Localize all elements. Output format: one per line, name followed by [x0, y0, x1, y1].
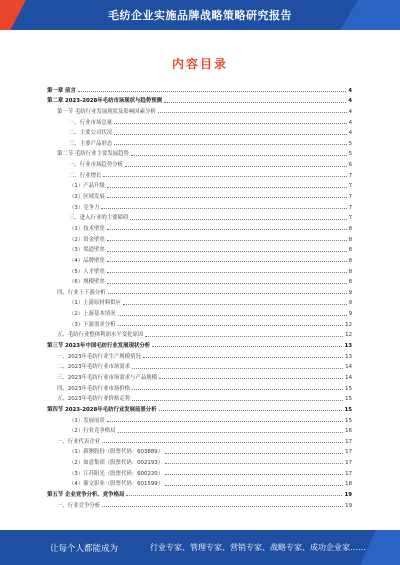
toc-dot-leader: [159, 378, 343, 379]
toc-entry-page: 8: [348, 236, 352, 243]
toc-dot-leader: [114, 134, 346, 135]
toc-entry-page: 7: [348, 204, 352, 211]
toc-dot-leader: [132, 368, 343, 369]
toc-entry[interactable]: [47, 104, 352, 115]
toc-dot-leader: [107, 421, 343, 422]
toc-entry[interactable]: [47, 285, 352, 296]
toc-entry-label: （6）规模壁垒: [69, 279, 105, 286]
toc-dot-leader: [125, 166, 347, 167]
toc-entry[interactable]: [47, 381, 352, 392]
toc-entry-label: （4）浙文影业（股票代码：601599）: [69, 481, 164, 488]
toc-entry-page: 6: [348, 162, 352, 169]
toc-entry[interactable]: [47, 455, 352, 466]
toc-entry[interactable]: [47, 487, 352, 498]
toc-entry[interactable]: [47, 306, 352, 317]
toc-dot-leader: [118, 315, 347, 316]
toc-entry[interactable]: [47, 189, 352, 200]
toc-entry-label: 第二节 毛纺行业主要发展趋势: [57, 151, 129, 158]
toc-entry[interactable]: [47, 232, 352, 243]
toc-dot-leader: [145, 336, 343, 337]
toc-dot-leader: [107, 261, 347, 262]
page-footer: [0, 530, 400, 565]
toc-entry-page: 5: [348, 151, 352, 158]
toc-entry-page: 13: [345, 353, 352, 360]
toc-entry-label: （5）人才壁垒: [69, 268, 105, 275]
toc-entry-label: 一、2023年毛纺行业生产规模情况: [57, 353, 141, 360]
toc-entry-label: （1）发展前景: [69, 417, 105, 424]
toc-entry[interactable]: [47, 147, 352, 158]
toc-entry-page: 9: [348, 300, 352, 307]
toc-entry[interactable]: [47, 328, 352, 339]
toc-entry-page: 5: [348, 140, 352, 147]
toc-entry-label: 四、行业上下游分析: [57, 289, 106, 296]
toc-entry-page: 7: [348, 194, 352, 201]
toc-entry[interactable]: [47, 179, 352, 190]
toc-entry-label: 一、行业市场总量: [69, 119, 113, 126]
toc-entry-page: 13: [344, 343, 352, 350]
toc-entry-label: （1）上游原材料供应: [69, 300, 121, 307]
toc-dot-leader: [107, 229, 347, 230]
toc-entry-page: 15: [345, 385, 352, 392]
toc-dot-leader: [165, 485, 343, 486]
toc-entry[interactable]: [47, 211, 352, 222]
toc-entry-label: （1）产品升级: [69, 183, 105, 190]
toc-entry-label: （2）资金壁垒: [69, 236, 105, 243]
toc-entry-page: 8: [348, 279, 352, 286]
toc-entry[interactable]: [47, 445, 352, 456]
toc-dot-leader: [158, 112, 347, 113]
toc-entry[interactable]: [47, 200, 352, 211]
footer-slogan-lead: 让每个人都能成为: [50, 544, 119, 554]
toc-entry-page: 7: [348, 172, 352, 179]
toc-entry[interactable]: [47, 221, 352, 232]
toc-entry-label: 五、2023年毛纺行业价格走势: [57, 396, 131, 403]
toc-entry-label: （2）行业竞争格局: [69, 428, 116, 435]
toc-dot-leader: [114, 123, 346, 124]
toc-entry[interactable]: [47, 157, 352, 168]
toc-entry[interactable]: [47, 136, 352, 147]
toc-dot-leader: [132, 389, 343, 390]
toc-entry-page: 4: [348, 87, 352, 94]
toc-entry-label: （4）品牌壁垒: [69, 257, 105, 264]
toc-entry-label: （3）渠道壁垒: [69, 247, 105, 254]
toc-dot-leader: [132, 400, 343, 401]
toc-entry-page: 12: [345, 321, 352, 328]
toc-entry-page: 9: [348, 289, 352, 296]
toc-dot-leader: [118, 432, 344, 433]
toc-entry-page: 15: [344, 406, 352, 413]
toc-entry[interactable]: [47, 168, 352, 179]
toc-entry-page: 19: [344, 491, 352, 498]
toc-dot-leader: [107, 240, 347, 241]
toc-entry-page: 12: [345, 332, 352, 339]
toc-entry-label: （2）区域发展: [69, 194, 105, 201]
toc-entry-page: 15: [345, 417, 352, 424]
toc-dot-leader: [107, 251, 347, 252]
toc-entry-page: 8: [348, 247, 352, 254]
toc-entry-label: 二、2023年毛纺行业市场需求: [57, 364, 131, 371]
report-title: 毛纺企业实施品牌战略策略研究报告: [108, 9, 292, 22]
toc-entry-label: 第五节 企业竞争分析、竞争格局: [47, 491, 125, 498]
toc-dot-leader: [101, 208, 346, 209]
toc-entry-page: 18: [345, 481, 352, 488]
toc-dot-leader: [107, 187, 347, 188]
toc-entry[interactable]: [47, 498, 352, 509]
toc-dot-leader: [102, 442, 343, 443]
toc-entry-label: 二、行业增长: [69, 172, 102, 179]
toc-entry-page: 4: [348, 119, 352, 126]
toc-entry-page: 4: [348, 130, 352, 137]
toc-dot-leader: [130, 219, 346, 220]
toc-entry-label: （2）如意集团（股票代码：002193）: [69, 460, 164, 467]
toc-dot-leader: [165, 474, 343, 475]
toc-dot-leader: [114, 144, 346, 145]
toc-entry-label: （3）竞争力: [69, 204, 100, 211]
toc-entry-page: 8: [348, 257, 352, 264]
toc-entry-page: 17: [345, 449, 352, 456]
toc-entry-label: （1）技术壁垒: [69, 225, 105, 232]
toc-entry[interactable]: [47, 360, 352, 371]
toc-entry-page: 14: [345, 374, 352, 381]
toc-entry[interactable]: [47, 126, 352, 137]
toc-dot-leader: [123, 304, 347, 305]
toc-dot-leader: [165, 463, 343, 464]
toc-entry[interactable]: [47, 94, 352, 105]
toc-entry-page: 7: [348, 183, 352, 190]
toc-dot-leader: [164, 102, 346, 103]
toc-entry-page: 19: [345, 502, 352, 509]
footer-slogan-roles: 行业专家、管理专家、营销专家、战略专家、成功企业家……: [150, 543, 366, 552]
toc-entry-label: 一、行业市场趋势分析: [69, 162, 123, 169]
toc-entry-page: 17: [345, 470, 352, 477]
toc-entry-label: 二、主要公司状况: [69, 130, 113, 137]
toc-dot-leader: [126, 495, 342, 496]
toc-entry[interactable]: [47, 370, 352, 381]
toc-entry-page: 17: [345, 438, 352, 445]
toc-dot-leader: [165, 453, 343, 454]
toc-entry[interactable]: [47, 466, 352, 477]
toc-entry[interactable]: [47, 477, 352, 488]
toc-entry[interactable]: [47, 253, 352, 264]
toc-entry-label: 第二章 2023-2028年毛纺市场现状与趋势预测: [47, 98, 162, 105]
toc-entry-label: （3）江苏阳光（股票代码：600220）: [69, 470, 164, 477]
toc-entry-label: 四、2023年毛纺行业市场价格: [57, 385, 131, 392]
toc-entry-page: 8: [348, 268, 352, 275]
table-of-contents: [47, 83, 352, 509]
toc-dot-leader: [159, 410, 343, 411]
toc-entry[interactable]: [47, 264, 352, 275]
toc-dot-leader: [107, 197, 347, 198]
toc-entry[interactable]: [47, 115, 352, 126]
toc-entry-label: 第三节 2023年中国毛纺行业发展现状分析: [47, 343, 151, 350]
toc-entry[interactable]: [47, 317, 352, 328]
toc-entry-label: （2）上游基本情况: [69, 311, 116, 318]
toc-entry[interactable]: [47, 275, 352, 286]
toc-entry[interactable]: [47, 434, 352, 445]
footer-accent-corner: [360, 530, 400, 565]
toc-entry-label: 第一章 前言: [47, 87, 76, 94]
toc-dot-leader: [107, 272, 347, 273]
toc-entry-label: 三、主要产品形态: [69, 140, 113, 147]
toc-entry-page: 9: [348, 311, 352, 318]
toc-dot-leader: [78, 91, 346, 92]
toc-entry[interactable]: [47, 243, 352, 254]
toc-heading: 内容目录: [171, 57, 228, 71]
toc-dot-leader: [152, 346, 342, 347]
toc-dot-leader: [103, 176, 346, 177]
toc-entry[interactable]: [47, 402, 352, 413]
toc-entry-page: 17: [345, 460, 352, 467]
toc-entry-page: 7: [348, 215, 352, 222]
toc-entry-label: （3）下游需求分析: [69, 321, 116, 328]
toc-entry-page: 16: [345, 428, 352, 435]
toc-entry-page: 15: [345, 396, 352, 403]
toc-entry-label: 第一节 毛纺行业发展现状及影响因素分析: [57, 108, 156, 115]
toc-dot-leader: [118, 325, 344, 326]
toc-dot-leader: [107, 283, 347, 284]
toc-entry-label: 五、毛纺行业整体利润水平变化原因: [57, 332, 144, 339]
toc-entry-label: （1）新澳股份（股票代码：603889）: [69, 449, 164, 456]
toc-entry[interactable]: [47, 424, 352, 435]
toc-entry-page: 4: [348, 108, 352, 115]
toc-entry-page: 8: [348, 225, 352, 232]
toc-entry-label: 一、行业代表企业: [57, 438, 101, 445]
toc-entry-label: 三、进入行业的主要障碍: [69, 215, 129, 222]
toc-entry[interactable]: [47, 83, 352, 94]
toc-entry[interactable]: [47, 413, 352, 424]
toc-entry[interactable]: [47, 338, 352, 349]
toc-dot-leader: [102, 506, 343, 507]
toc-dot-leader: [108, 293, 347, 294]
toc-entry-page: 4: [348, 98, 352, 105]
toc-entry[interactable]: [47, 296, 352, 307]
toc-entry-label: 第四节 2023-2028年毛纺行业发展前景分析: [47, 406, 157, 413]
toc-dot-leader: [143, 357, 343, 358]
toc-dot-leader: [131, 155, 347, 156]
page-header: [0, 0, 400, 30]
toc-entry[interactable]: [47, 349, 352, 360]
toc-entry-page: 14: [345, 364, 352, 371]
toc-entry-label: 三、2023年毛纺行业市场需求与产品规模: [57, 374, 157, 381]
toc-entry[interactable]: [47, 392, 352, 403]
toc-entry-label: 一、行业竞争分析: [57, 502, 101, 509]
